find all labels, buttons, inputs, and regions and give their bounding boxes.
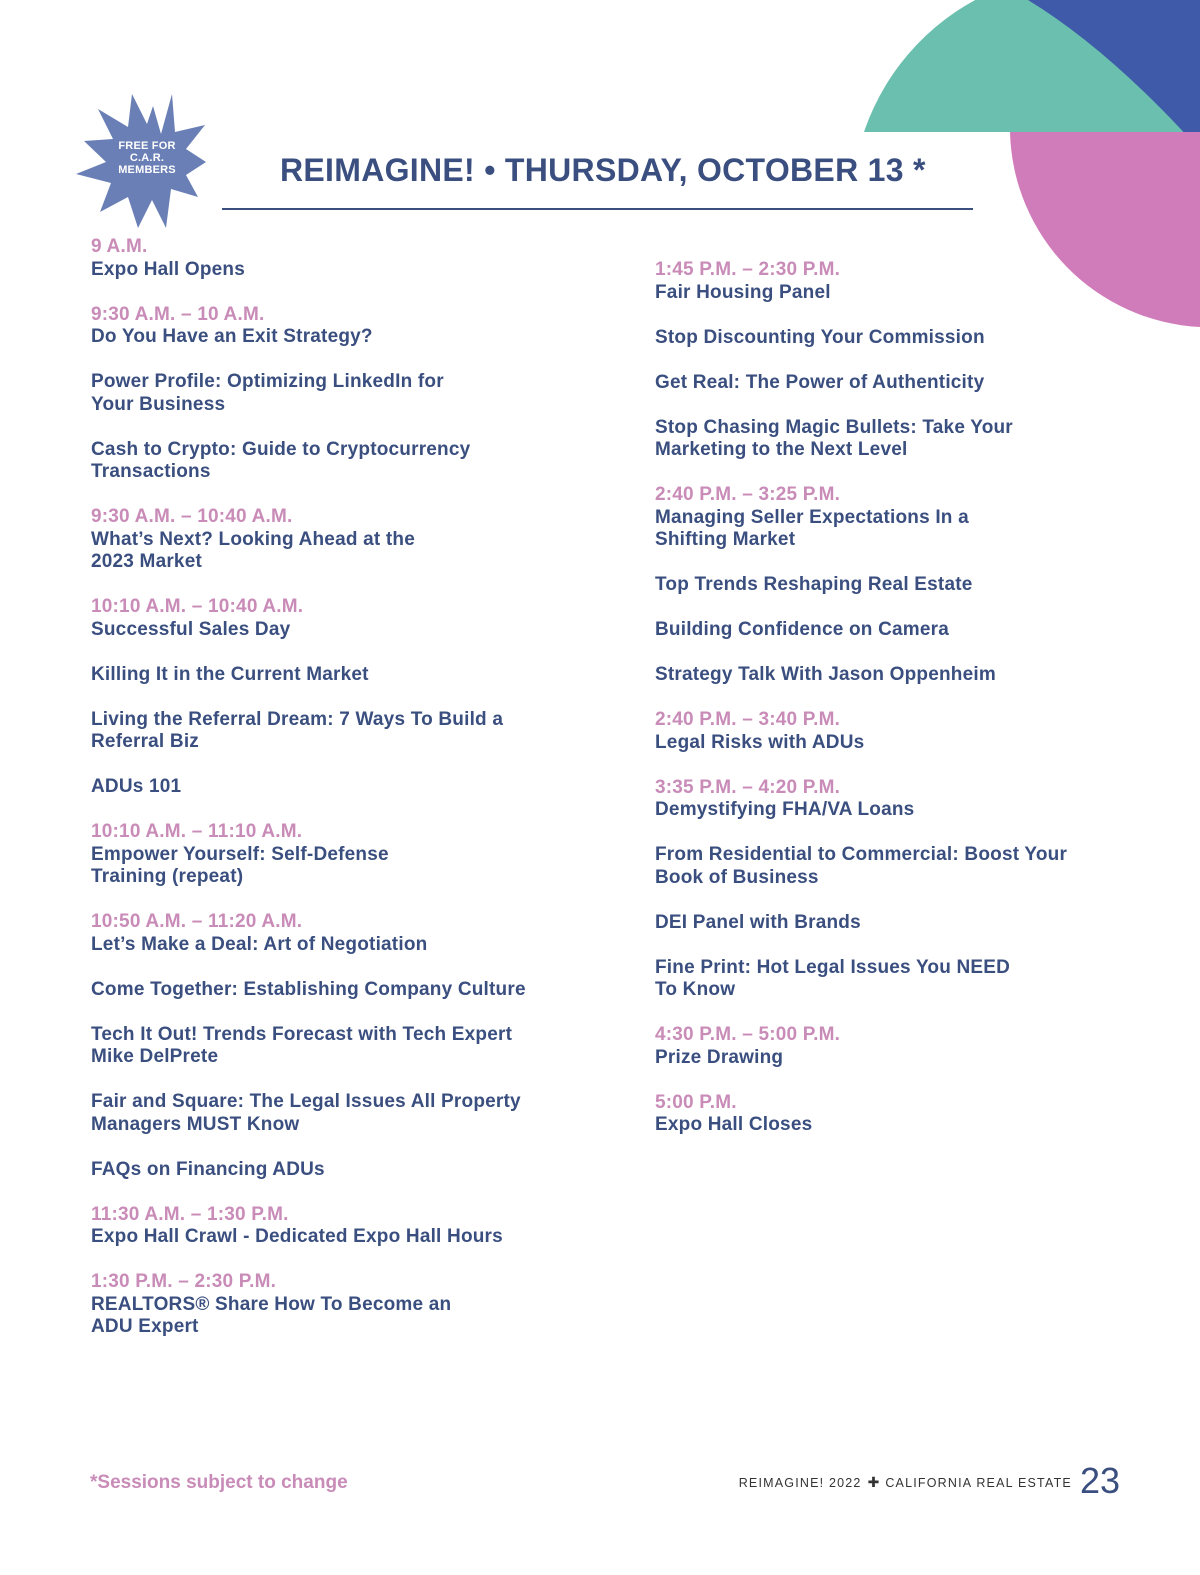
session-title: Shifting Market: [655, 529, 796, 550]
session-title: Referral Biz: [91, 731, 199, 752]
session-title: Do You Have an Exit Strategy?: [91, 326, 373, 347]
schedule-block: [655, 664, 1125, 687]
session-time: 10:10 A.M. – 10:40 A.M.: [91, 596, 304, 617]
session-title: FAQs on Financing ADUs: [91, 1158, 325, 1180]
session-title: REALTORS® Share How To Become an: [91, 1293, 452, 1315]
schedule-block: [655, 844, 1125, 889]
schedule-block: [655, 259, 1125, 304]
schedule-block: [91, 236, 561, 281]
title-underline: [222, 208, 973, 210]
schedule-block: [91, 596, 561, 641]
session-title: Training (repeat): [91, 866, 244, 887]
session-title: Top Trends Reshaping Real Estate: [655, 574, 973, 595]
schedule-left-column: [91, 236, 561, 1361]
footer-event: REIMAGINE! 2022: [738, 1476, 862, 1490]
schedule-block: [91, 304, 561, 349]
session-title: Demystifying FHA/VA Loans: [655, 799, 915, 820]
session-title: Managing Seller Expectations In a: [655, 506, 969, 528]
schedule-block: [91, 439, 561, 484]
session-title: ADU Expert: [91, 1316, 199, 1337]
footnote: *Sessions subject to change: [90, 1472, 348, 1493]
schedule-block: [655, 372, 1125, 395]
page-number: 23: [1079, 1460, 1120, 1501]
session-title: DEI Panel with Brands: [655, 911, 861, 933]
session-title: Managers MUST Know: [91, 1113, 300, 1135]
schedule-block: [655, 327, 1125, 350]
session-title: Fair and Square: The Legal Issues All Property: [91, 1091, 521, 1112]
schedule-block: [91, 979, 561, 1002]
session-title: Empower Yourself: Self-Defense: [91, 843, 389, 865]
session-title: Living the Referral Dream: 7 Ways To Build a: [91, 708, 504, 730]
session-time: 1:30 P.M. – 2:30 P.M.: [91, 1271, 277, 1292]
footer-publication: CALIFORNIA REAL ESTATE: [885, 1476, 1072, 1490]
session-title: From Residential to Commercial: Boost Your: [655, 844, 1068, 865]
session-time: 1:45 P.M. – 2:30 P.M.: [655, 259, 841, 280]
badge-label: [76, 140, 218, 176]
session-title: Stop Discounting Your Commission: [655, 326, 985, 348]
session-title: Building Confidence on Camera: [655, 619, 949, 640]
session-title: Book of Business: [655, 866, 819, 888]
schedule-block: [655, 1092, 1125, 1137]
schedule-block: [655, 912, 1125, 935]
schedule-block: [655, 619, 1125, 642]
session-title: Cash to Crypto: Guide to Cryptocurrency: [91, 438, 471, 460]
schedule-block: [655, 417, 1125, 462]
session-title: What’s Next? Looking Ahead at the: [91, 528, 415, 550]
schedule-block: [91, 1159, 561, 1182]
session-title: 2023 Market: [91, 551, 202, 572]
session-time: 4:30 P.M. – 5:00 P.M.: [655, 1024, 841, 1045]
schedule-block: [91, 1271, 561, 1339]
session-time: 11:30 A.M. – 1:30 P.M.: [91, 1203, 289, 1225]
session-time: 10:50 A.M. – 11:20 A.M.: [91, 911, 303, 932]
session-time: 2:40 P.M. – 3:40 P.M.: [655, 709, 841, 730]
page-footer: [738, 1460, 1120, 1501]
session-time: 10:10 A.M. – 11:10 A.M.: [91, 821, 303, 842]
session-title: Legal Risks with ADUs: [655, 731, 865, 753]
session-title: ADUs 101: [91, 776, 182, 797]
session-time: 9:30 A.M. – 10:40 A.M.: [91, 506, 293, 527]
schedule-block: [655, 484, 1125, 552]
session-title: Transactions: [91, 461, 211, 482]
session-title: Expo Hall Crawl - Dedicated Expo Hall Hours: [91, 1226, 503, 1247]
schedule-block: [91, 1091, 561, 1136]
badge-line-2: C.A.R.: [129, 152, 165, 164]
session-title: To Know: [655, 979, 736, 1000]
session-title: Successful Sales Day: [91, 618, 291, 640]
schedule-block: [655, 1024, 1125, 1069]
schedule-block: [91, 776, 561, 799]
session-title: Strategy Talk With Jason Oppenheim: [655, 664, 996, 685]
schedule-block: [655, 709, 1125, 754]
session-time: 3:35 P.M. – 4:20 P.M.: [655, 776, 841, 798]
session-title: Get Real: The Power of Authenticity: [655, 371, 985, 393]
schedule-block: [655, 777, 1125, 822]
session-title: Your Business: [91, 393, 226, 415]
schedule-block: [91, 821, 561, 889]
session-title: Come Together: Establishing Company Culture: [91, 978, 526, 1000]
schedule-right-column: [655, 259, 1125, 1159]
schedule-block: [91, 506, 561, 574]
schedule-block: [91, 709, 561, 754]
session-title: Prize Drawing: [655, 1046, 784, 1068]
schedule-block: [91, 1024, 561, 1069]
footer-separator: ✚: [867, 1474, 880, 1490]
schedule-block: [91, 911, 561, 956]
session-title: Expo Hall Closes: [655, 1114, 813, 1135]
schedule-block: [91, 664, 561, 687]
session-title: Killing It in the Current Market: [91, 663, 369, 685]
page-title: REIMAGINE! • THURSDAY, OCTOBER 13 *: [280, 152, 926, 188]
schedule-block: [91, 1204, 561, 1249]
session-title: Fair Housing Panel: [655, 281, 831, 303]
session-title: Stop Chasing Magic Bullets: Take Your: [655, 416, 1013, 438]
schedule-block: [655, 957, 1125, 1002]
session-title: Let’s Make a Deal: Art of Negotiation: [91, 933, 428, 955]
session-time: 5:00 P.M.: [655, 1091, 737, 1113]
session-title: Tech It Out! Trends Forecast with Tech Expert: [91, 1023, 513, 1045]
session-time: 2:40 P.M. – 3:25 P.M.: [655, 484, 841, 505]
session-title: Marketing to the Next Level: [655, 439, 908, 460]
session-title: Fine Print: Hot Legal Issues You NEED: [655, 956, 1011, 978]
session-title: Mike DelPrete: [91, 1046, 219, 1067]
session-title: Expo Hall Opens: [91, 258, 245, 280]
badge-line-3: MEMBERS: [118, 164, 176, 176]
schedule-block: [655, 574, 1125, 597]
session-time: 9:30 A.M. – 10 A.M.: [91, 303, 265, 325]
session-time: 9 A.M.: [91, 236, 148, 257]
badge-line-1: FREE FOR: [118, 140, 176, 152]
session-title: Power Profile: Optimizing LinkedIn for: [91, 371, 444, 392]
schedule-block: [91, 371, 561, 416]
